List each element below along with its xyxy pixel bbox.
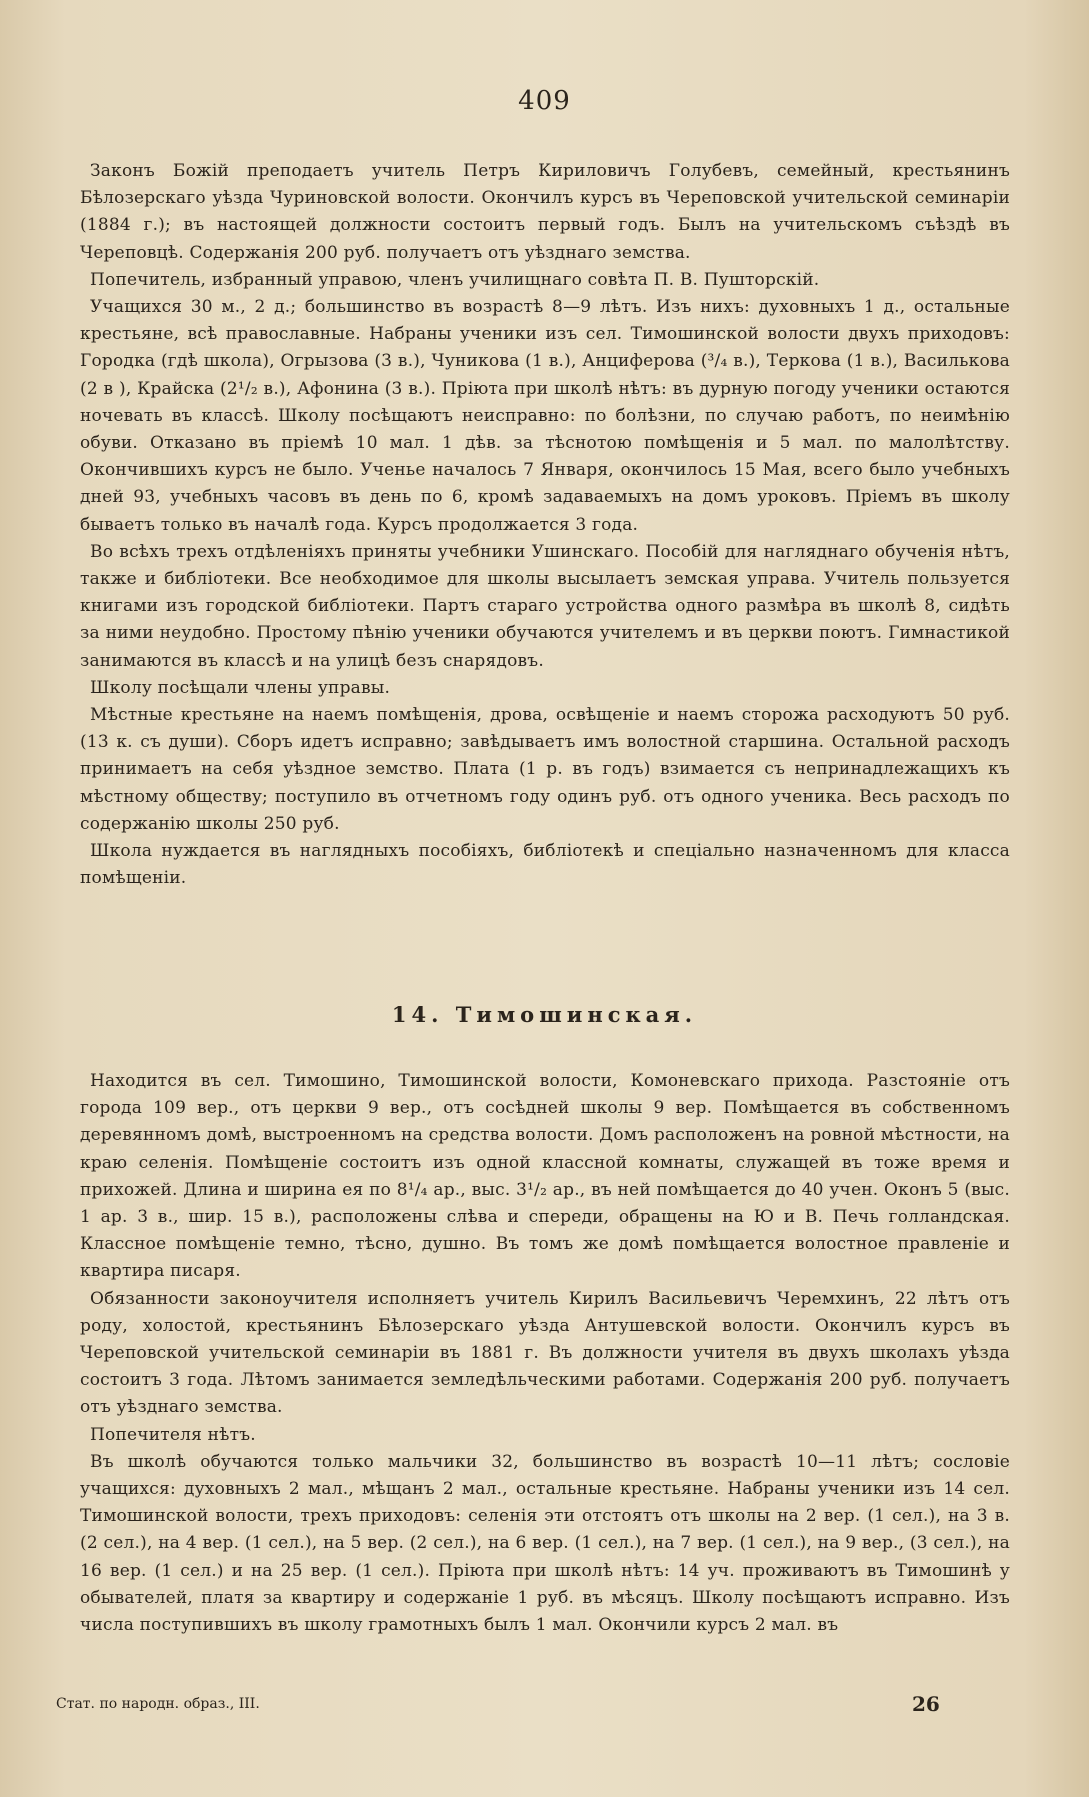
paragraph-textbooks: Во всѣхъ трехъ отдѣленіяхъ приняты учебники Ушинскаго. Пособій для нагляднаго обученія нѣтъ, также и библіотеки. Все необходимое для школы высылаетъ земская управа. Учитель пользуется книгами изъ городской библіотеки. Партъ стараго устройства одного размѣра въ школѣ 8, сидѣть за ними неудобно. Простому пѣнію ученики обучаются учителемъ и въ церкви поютъ. Гимнастикой занимаются въ классѣ и на улицѣ безъ снарядовъ. xyxy=(80,541,1010,671)
paragraph-students: Учащихся 30 м., 2 д.; большинство въ возрастѣ 8—9 лѣтъ. Изъ нихъ: духовныхъ 1 д., остальные крестьяне, всѣ православные. Набраны ученики изъ сел. Тимошинской волости двухъ приходовъ: Городка (гдѣ школа), Огрызова (3 в.), Чуникова (1 в.), Анциферова (³/₄ в.), Теркова (1 в.), Василькова (2 в ), Крайска (2¹/₂ в.), Афонина (3 в.). Пріюта при школѣ нѣтъ: въ дурную погоду ученики остаются ночевать въ классѣ. Школу посѣщаютъ неисправно: по болѣзни, по случаю работъ, по неимѣнію обуви. Отказано въ пріемѣ 10 мал. 1 дѣв. за тѣснотою помѣщенія и 5 мал. по малолѣтству. Окончившихъ курсъ не было. Ученье началось 7 Января, окончилось 15 Мая, всего было учебныхъ дней 93, учебныхъ часовъ въ день по 6, кромѣ задаваемыхъ на домъ уроковъ. Пріемъ въ школу бываетъ только въ началѣ года. Курсъ продолжается 3 года. xyxy=(80,297,1010,535)
footer-signature-number: 26 xyxy=(912,1692,940,1716)
section-title: 14. Тимошинская. xyxy=(391,1002,698,1027)
footer-source: Стат. по народн. образ., III. xyxy=(56,1696,260,1712)
paragraph-teacher-law: Законъ Божій преподаетъ учитель Петръ Кириловичъ Голубевъ, семейный, крестьянинъ Бѣлозерскаго уѣзда Чуриновской волости. Окончилъ курсъ въ Череповской учительской семинаріи (1884 г.); въ настоящей должности состоитъ первый годъ. Былъ на учительскомъ съѣздѣ въ Череповцѣ. Содержанія 200 руб. получаетъ отъ уѣзднаго земства. xyxy=(80,161,1010,263)
paragraph-needs: Школа нуждается въ наглядныхъ пособіяхъ, библіотекѣ и спеціально назначенномъ для класса помѣщеніи. xyxy=(80,841,1010,889)
paragraph-no-trustee: Попечителя нѣтъ. xyxy=(90,1424,256,1445)
paragraph-teacher: Обязанности законоучителя исполняетъ учитель Кирилъ Васильевичъ Черемхинъ, 22 лѣтъ отъ роду, холостой, крестьянинъ Бѣлозерскаго уѣзда Антушевской волости. Окончилъ курсъ въ Череповской учительской семинаріи въ 1881 г. Въ должности учителя въ двухъ школахъ уѣзда состоитъ 3 года. Лѣтомъ занимается земледѣльческими работами. Содержанія 200 руб. получаетъ отъ уѣзднаго земства. xyxy=(80,1288,1010,1418)
section-2-text xyxy=(80,1068,1010,1639)
paragraph-expenses: Мѣстные крестьяне на наемъ помѣщенія, дрова, освѣщеніе и наемъ сторожа расходуютъ 50 руб. (13 к. съ души). Сборъ идетъ исправно; завѣдываетъ имъ волостной старшина. Остальной расходъ принимаетъ на себя уѣздное земство. Плата (1 р. въ годъ) взимается съ непринадлежащихъ къ мѣстному обществу; поступило въ отчетномъ году одинъ руб. отъ одного ученика. Весь расходъ по содержанію школы 250 руб. xyxy=(80,705,1010,834)
paragraph-visits: Школу посѣщали члены управы. xyxy=(90,677,391,698)
paragraph-location: Находится въ сел. Тимошино, Тимошинской волости, Комоневскаго прихода. Разстояніе отъ города 109 вер., отъ церкви 9 вер., отъ сосѣдней школы 9 вер. Помѣщается въ собственномъ деревянномъ домѣ, выстроенномъ на средства волости. Домъ расположенъ на ровной мѣстности, на краю селенія. Помѣщеніе состоитъ изъ одной классной комнаты, служащей въ тоже время и прихожей. Длина и ширина ея по 8¹/₄ ар., выс. 3¹/₂ ар., въ ней помѣщается до 40 учен. Оконъ 5 (выс. 1 ар. 3 в., шир. 15 в.), расположены слѣва и спереди, обращены на Ю и В. Печь голландская. Классное помѣщеніе темно, тѣсно, душно. Въ томъ же домѣ помѣщается волостное правленіе и квартира писаря. xyxy=(80,1071,1010,1282)
section-1-text xyxy=(80,158,1010,892)
page-number: 409 xyxy=(518,86,571,116)
paragraph-pupils: Въ школѣ обучаются только мальчики 32, большинство въ возрастѣ 10—11 лѣтъ; сословіе учащихся: духовныхъ 2 мал., мѣщанъ 2 мал., остальные крестьяне. Набраны ученики изъ 14 сел. Тимошинской волости, трехъ приходовъ: селенія эти отстоятъ отъ школы на 2 вер. (1 сел.), на 3 в. (2 сел.), на 4 вер. (1 сел.), на 5 вер. (2 сел.), на 6 вер. (1 сел.), на 7 вер. (1 сел.), на 9 вер., (3 сел.), на 16 вер. (1 сел.) и на 25 вер. (1 сел.). Пріюта при школѣ нѣтъ: 14 уч. проживаютъ въ Тимошинѣ у обывателей, платя за квартиру и содержаніе 1 руб. въ мѣсяцъ. Школу посѣщаютъ исправно. Изъ числа поступившихъ въ школу грамотныхъ былъ 1 мал. Окончили курсъ 2 мал. въ xyxy=(80,1451,1010,1636)
paragraph-trustee: Попечитель, избранный управою, членъ училищнаго совѣта П. В. Пушторскій. xyxy=(90,269,820,290)
